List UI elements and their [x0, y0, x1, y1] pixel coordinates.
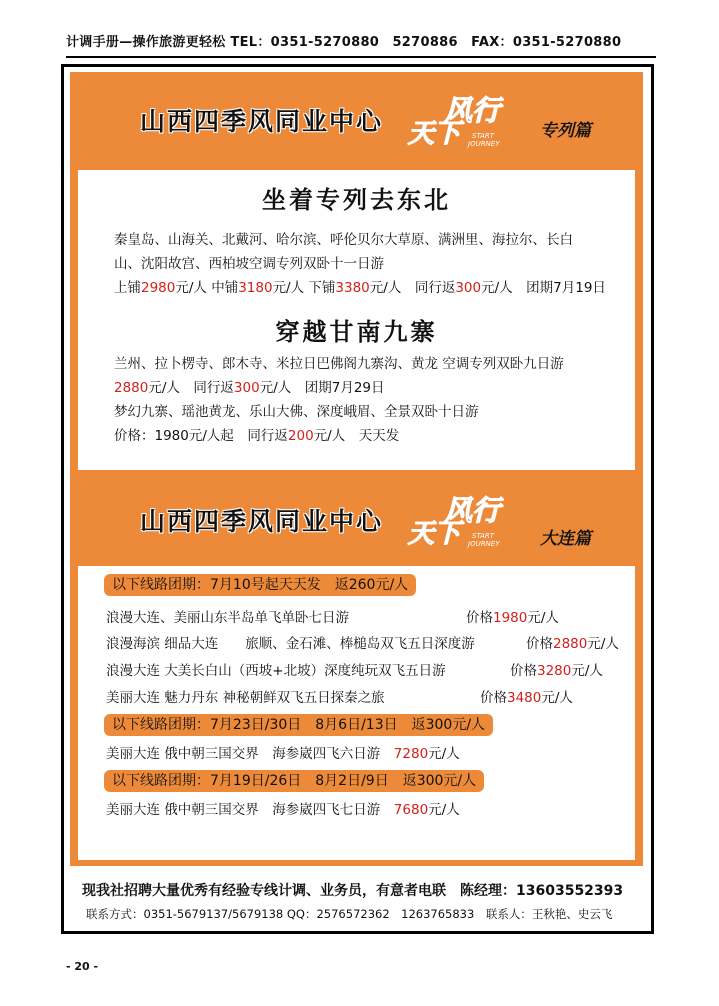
schedule-tag: 以下线路团期：7月19日/26日 8月2日/9日 返300元/人	[104, 770, 484, 792]
svg-text:天下: 天下	[408, 519, 461, 549]
list-item: 浪漫海滨 细品大连 旅顺、金石滩、棒槌岛双飞五日深度游 价格2880元/人	[106, 636, 619, 652]
route-desc: 梦幻九寨、瑶池黄龙、乐山大佛、深度峨眉、全景双卧十日游	[114, 404, 479, 420]
contact-info: 联系方式：0351-5679137/5679138 QQ：2576572362 1263765833 联系人：王秋艳、史云飞	[86, 907, 613, 921]
special-train-panel	[70, 72, 643, 478]
dalian-panel	[70, 478, 643, 866]
route-title-gannan: 穿越甘南九寨	[275, 317, 438, 346]
schedule-tag: 以下线路团期：7月23日/30日 8月6日/13日 返300元/人	[104, 714, 493, 736]
list-item: 美丽大连 魅力丹东 神秘朝鲜双飞五日探秦之旅 价格3480元/人	[106, 690, 573, 706]
svg-text:风行: 风行	[444, 494, 501, 527]
svg-text:START: START	[472, 532, 495, 540]
banner-title: 山西四季风同业中心	[140, 107, 384, 136]
list-item: 美丽大连 俄中朝三国交界 海参崴四飞七日游 7680元/人	[106, 802, 460, 818]
list-item: 浪漫大连、美丽山东半岛单飞单卧七日游 价格1980元/人	[106, 610, 559, 626]
page-header: 计调手册—操作旅游更轻松 TEL：0351-5270880 5270886 FAX：0351-5270880	[66, 30, 656, 58]
route-desc: 山、沈阳故宫、西柏坡空调专列双卧十一日游	[114, 256, 384, 272]
svg-text:JOURNEY: JOURNEY	[468, 140, 500, 148]
list-item: 浪漫大连 大美长白山（西坡+北坡）深度纯玩双飞五日游 价格3280元/人	[106, 663, 603, 679]
section-label: 专列篇	[540, 121, 591, 141]
route-title-northeast: 坐着专列去东北	[262, 185, 451, 214]
fengxing-logo-icon	[406, 490, 516, 552]
svg-text:START: START	[472, 132, 495, 140]
special-train-content	[78, 170, 635, 470]
recruitment-notice: 现我社招聘大量优秀有经验专线计调、业务员，有意者电联 陈经理：13603552393	[82, 883, 624, 899]
section-label: 大连篇	[540, 529, 591, 549]
route-desc: 秦皇岛、山海关、北戴河、哈尔滨、呼伦贝尔大草原、满洲里、海拉尔、长白	[114, 232, 573, 248]
page-number: - 20 -	[66, 960, 99, 973]
route-desc: 兰州、拉卜楞寺、郎木寺、米拉日巴佛阁九寨沟、黄龙 空调专列双卧九日游	[114, 356, 564, 372]
route-price-line: 2880元/人 同行返300元/人 团期7月29日	[114, 380, 385, 396]
svg-text:天下: 天下	[408, 119, 461, 149]
svg-text:风行: 风行	[444, 94, 501, 127]
svg-text:JOURNEY: JOURNEY	[468, 540, 500, 548]
route-price-line: 价格：1980元/人起 同行返200元/人 天天发	[114, 428, 400, 444]
banner-title: 山西四季风同业中心	[140, 507, 384, 536]
dalian-content	[78, 566, 635, 860]
route-price-line: 上铺2980元/人 中铺3180元/人 下铺3380元/人 同行返300元/人 团期7月19日	[114, 280, 606, 296]
schedule-tag: 以下线路团期：7月10号起天天发 返260元/人	[104, 574, 416, 596]
list-item: 美丽大连 俄中朝三国交界 海参崴四飞六日游 7280元/人	[106, 746, 460, 762]
fengxing-logo-icon	[406, 90, 516, 152]
